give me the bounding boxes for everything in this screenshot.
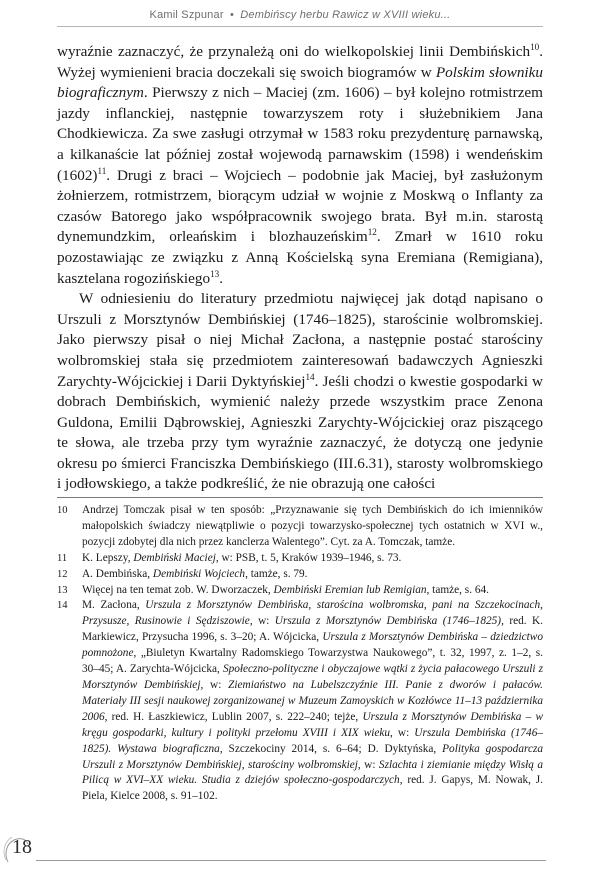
footnote-italic: Urszula z Morsztynów Dembińska – w kręgu gospodarki, kultury i polityki przełomu XVIII i XIX wieku: [82, 710, 543, 739]
footnote-12: [57, 567, 543, 583]
footnote-text: , Szczekociny 2014, s. 6–64; D. Dyktyńska,: [219, 742, 443, 755]
footnote-number: 13: [57, 584, 68, 596]
paragraph-2: [57, 289, 543, 495]
footnote-italic: Dembiński Eremian lub Remigian: [273, 583, 427, 596]
footnote-ref-12: 12: [367, 227, 377, 238]
header-rule: [57, 26, 543, 27]
footnote-text: Więcej na ten temat zob. W. Dworzaczek,: [82, 583, 274, 596]
footnote-number: 11: [57, 552, 68, 564]
footnote-italic: Szlachta i ziemianie między Wisłą a Pilicą w XVI–XX wieku. Studia z dziejów społeczno-gospodarczych: [82, 758, 543, 787]
footnote-10: [57, 503, 543, 551]
text-run: .: [219, 269, 223, 287]
footnote-text: K. Lepszy,: [82, 551, 134, 564]
footnote-text: , „Biuletyn Kwartalny Radomskiego Towarzystwa Naukowego”, t. 32, 1997, z. 1–2, s. 30–45; A. Zarychta-Wójcicka,: [82, 647, 543, 676]
text-run: . Jeśli chodzi o kwestie gospodarki w dobrach Dembińskich, wymienić należy przede wszystkim prace Zenona Guldona, Emilii Dąbrowskiej, Agnieszki Zarychty-Wójcickiej oraz piszącego te słowa, ale trzeba przy tym wyraźnie zaznaczyć, że dotyczą one jedynie okresu po śmierci Franciszka Dembińskiego (III.6.31), starosty wolbromskiego i jodłowskiego, a także podkreślić, że nie obrazują one całości: [57, 372, 543, 493]
footnote-text: M. Zacłona,: [82, 599, 146, 612]
paragraph-1: [57, 42, 543, 289]
footnotes: [57, 503, 543, 805]
text-run: wyraźnie zaznaczyć, że przynależą oni do wielkopolskiej linii Dembińskich: [57, 43, 531, 60]
footnote-text: Andrzej Tomczak pisał w ten sposób: „Przyznawanie się tych Dembińskich do ich imienników małopolskich świadczy niewątpliwie o pozycji towarzysko-społecznej tych ostatnich w XVI w., pozycji zdobytej dla nich przez kanclerza Walentego”. Cyt. za A. Tomczak, tamże.: [82, 504, 543, 548]
footnote-italic: Społeczno-polityczne i obyczajowe wątki z życia pałacowego Urszuli z Morsztynów Dembińskiej: [82, 663, 543, 691]
footnote-italic: Urszula z Morsztynów Dembińska (1746–1825): [274, 615, 502, 628]
footnote-italic: Dembiński Maciej: [133, 551, 216, 564]
footnote-rule: [57, 497, 543, 498]
header-author: Kamil Szpunar: [149, 9, 224, 21]
footnote-number: 14: [57, 600, 68, 612]
header-title: Dembińscy herbu Rawicz w XVIII wieku...: [240, 9, 451, 21]
text-run: . Drugi z braci – Wojciech – podobnie jak Maciej, był zasłużonym żołnierzem, rotmistrzem, biorącym udział w wojnie z Moskwą o Inflanty za czasów Batorego jako współpracownik swojego brata. Był m.in. starostą dynemundzkim, orleańskim i blozhauzeńskim: [57, 166, 543, 246]
text-run: W odniesieniu do literatury przedmiotu najwięcej jak dotąd napisano o Urszuli z Morsztynów Dembińskiej (1746–1825), starościnie wolbromskiej. Jako pierwszy pisał o niej Michał Zacłona, a następnie postać starościny wolbromskiej stała się przedmiotem zainteresowań badawczych Agnieszki Zarychty-Wójcickiej i Darii Dyktyńskiej: [57, 290, 543, 390]
footnote-text: , w:: [249, 615, 275, 628]
italic-title: Polskim słowniku biograficznym: [57, 63, 543, 102]
text-run: . Wyżej wymienieni bracia doczekali się swoich biogramów w: [57, 43, 543, 81]
footnote-number: 10: [57, 505, 68, 516]
footnote-text: , w:: [357, 758, 379, 771]
footnote-13: [57, 583, 543, 599]
footnote-ref-11: 11: [97, 165, 107, 176]
footnote-italic: Dembiński Wojciech: [152, 567, 246, 580]
text-run: . Zmarł w 1610 roku pozostawiając ze związku z Anną Kościelską syna Eremiana (Remigiana), kasztelana rogozińskiego: [57, 228, 543, 287]
footnote-text: , w:: [390, 726, 415, 739]
footnote-text: , tamże, s. 64.: [426, 583, 489, 596]
footnote-ref-10: 10: [530, 41, 540, 52]
footnote-text: , w:: [200, 678, 229, 691]
main-text: [57, 42, 543, 495]
footnote-number: 12: [57, 568, 68, 580]
footnote-italic: Urszula Dembińska (1746–1825). Wystawa biograficzna: [82, 726, 543, 755]
footnote-italic: Polityka gospodarcza Urszuli z Morsztynów Dembińskiej, starościny wolbromskiej: [82, 742, 543, 771]
footnote-ref-13: 13: [210, 268, 220, 279]
footnote-italic: Urszula z Morsztynów Dembińska, starościna wolbromska, pani na Szczekocinach, Przysusze, Rusinowie i Sędziszowie: [82, 599, 543, 628]
footnote-11: [57, 551, 543, 567]
footnote-italic: Urszula z Morsztynów Dembińska – dziedzictwo pomnożone: [82, 631, 543, 660]
footnote-text: , w: PSB, t. 5, Kraków 1939–1946, s. 73.: [215, 551, 402, 564]
footnote-text: A. Dembińska,: [82, 567, 153, 580]
footnote-text: , tamże, s. 79.: [245, 567, 308, 580]
footnote-text: , red. J. Gapys, M. Nowak, J. Piela, Kielce 2008, s. 91–102.: [82, 774, 543, 803]
footnote-italic: Ziemiaństwo na Lubelszczyźnie III. Panie z dworów i pałaców. Materiały III sesji naukowej zorganizowanej w Muzeum Zamoyskich w Kozłówce 11–13 października 2006: [82, 678, 544, 723]
footnote-14: [57, 598, 543, 805]
text-run: . Pierwszy z nich – Maciej (zm. 1606) – był kolejno rotmistrzem jazdy inflanckiej, następnie towarzyszem roty i służebnikiem Jana Chodkiewicza. Za swe zasługi otrzymał w 1583 roku prezydenturę parnawską, a kilkanaście lat później został wojewodą parnawskim (1598) i wendeńskim (1602): [57, 84, 543, 184]
running-header: [0, 9, 600, 21]
footnote-text: , red. H. Łaszkiewicz, Lublin 2007, s. 222–240; tejże,: [104, 710, 363, 723]
footnote-ref-14: 14: [305, 371, 315, 382]
header-separator: •: [229, 9, 235, 21]
page-number: 18: [12, 836, 32, 858]
footnote-text: , red. K. Markiewicz, Przysucha 1996, s. 3–20; A. Wójcicka,: [82, 615, 543, 644]
bottom-rule: [36, 860, 546, 861]
